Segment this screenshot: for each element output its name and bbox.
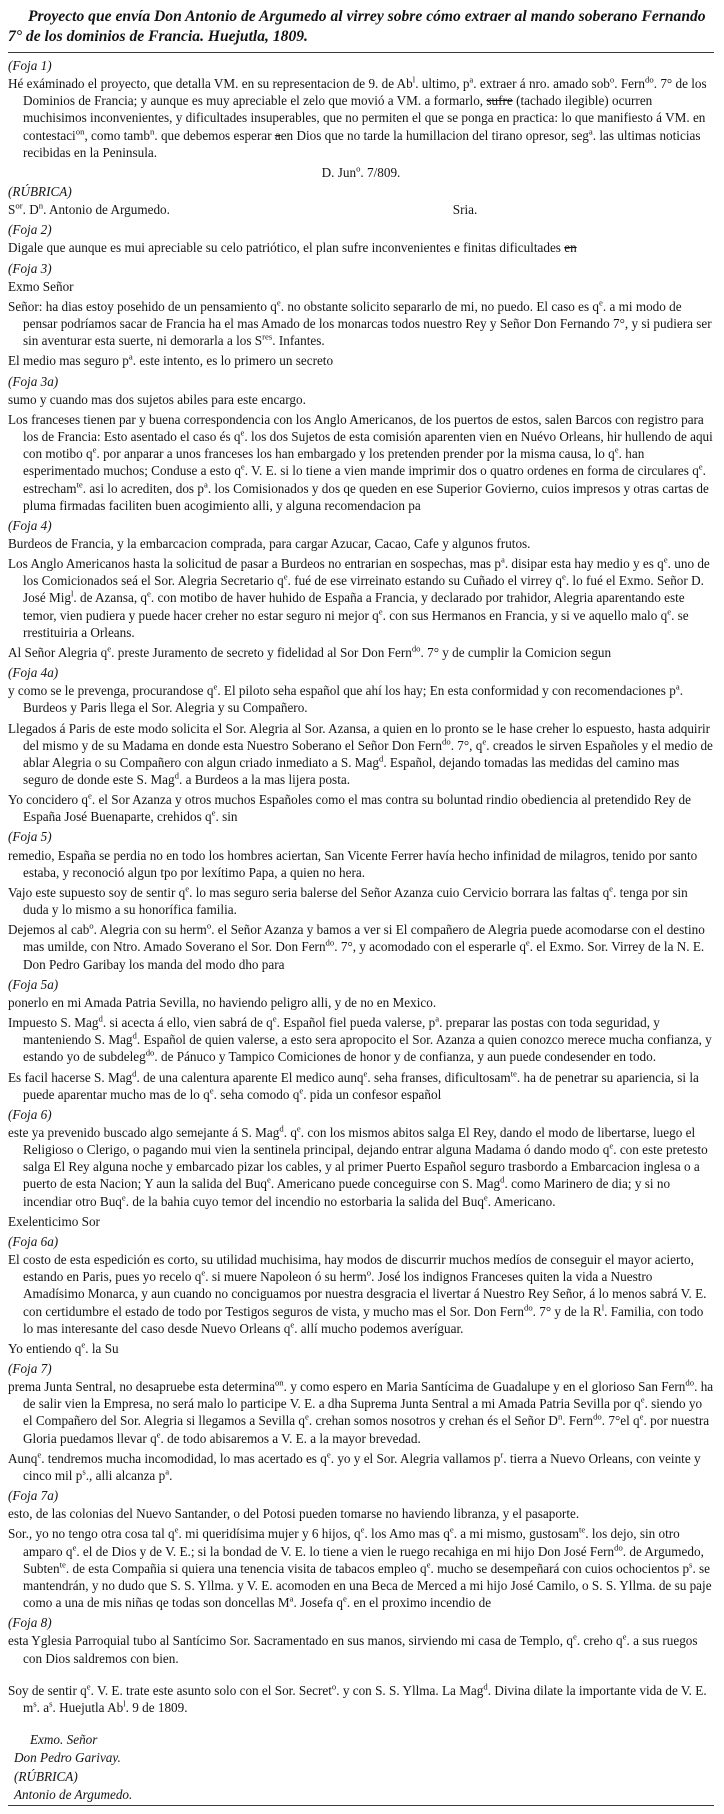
body-paragraph: prema Junta Sentral, no desapruebe esta determina$^{on}$. y como espero en Maria Santícima de Guadalupe y en el glorioso San Fern$^{do}$. ha de salir vien la Empresa, no será malo lo participe V. E. a dha Suprema Junta Sentral a mi Amada Patria Sevilla por $q^e$. siendo yo el Compañero del Sor. Alegria si llegamos a Sevilla $q^e$. crehan somos nosotros y crehan és el Señor $D^n$. Fern$^{do}$. 7°el $q^e$. por nuestra Gloria puedamos llevar $q^e$. de todo abisaremos a V. E. a la mayor brevedad. bbox=[8, 1377, 714, 1446]
closing-line: Don Pedro Garivay. bbox=[14, 1750, 121, 1766]
folio-label: (Foja 3a) bbox=[8, 373, 59, 389]
body-paragraph: este ya prevenido buscado algo semejante á S. Mag$^d$. $q^e$. con los mismos abitos salga El Rey, dando el modo de libertarse, luego el Religioso o Clerigo, o pagando mui vien la sentinela principal, dejando entrar alguna Madama ó dando modo $q^e$. con este pretesto salga El Rey alguna noche y embarcado pizar los cables, y al primer Puerto Español seguro trasbordo a Embarcacion inglesa o a puerto de esta Nacion; Y aun la salida del Buq$^e$. Americano puede conceguirse con S. Mag$^d$. como Marinero de dia; y si no incendiar otro Buq$^e$. de la bahia cuyo temor del incendio no estorbaria la salida del Buq$^e$. Americano. bbox=[8, 1123, 708, 1209]
folio-label: (Foja 8) bbox=[8, 1615, 52, 1631]
body-paragraph: Yo concidero $q^e$. el Sor Azanza y otros muchos Españoles como el mas contra su boluntad rindio obediencia al pretendido Rey de España José Buenaparte, crehidos $q^e$. sin bbox=[8, 790, 692, 825]
closing-line: (RÚBRICA) bbox=[14, 1768, 78, 1784]
body-paragraph: Hé exáminado el proyecto, que detalla VM. en su representacion de 9. de Ab$^l$. ultimo, $p^a$. extraer á nro. amado sob$^o$. Fern$^{do}$. 7° de los Dominios de Francia; y aunque es muy apreciable el zelo que movió a VM. a formarlo, sufre (tachado ilegible) ocurren muchisimos inconvenientes, y dificultades insuperables, que no permiten el que se ponga en practica: lo que manifiesto á VM. en contestaci$^{on}$, como tamb$^n$. que debemos esperar aen Dios que no tarde la humillacion del tirano opresor, seg$^a$. las ultimas noticias recibidas en la Peninsula. bbox=[8, 74, 707, 160]
body-paragraph: Llegados á Paris de este modo solicita el Sor. Alegria al Sor. Azansa, a quien en lo pronto se le hase creher lo espuesto, hasta adquirir del mismo y de su Madama en donde esta Nuestro Soberano el Señor Don Fern$^{do}$. 7°, $q^e$. creados le sirven Españoles y el medio de ablar Alegria o su Compañero con algun criado inmediato a S. Mag$^d$. Español, dejando tomadas las medidas del camino mas seguro de donde este S. Mag$^d$. a Burdeos a la mas lijera posta. bbox=[8, 720, 713, 787]
folio-label: (Foja 6a) bbox=[8, 1233, 59, 1249]
secretaria-label: Sria. bbox=[452, 202, 478, 218]
folio-label: (Foja 4) bbox=[8, 517, 52, 533]
body-paragraph: Impuesto S. Mag$^d$. si acecta á ello, vien sabrá de $q^e$. Español fiel pueda valerse, $p^a$. preparar las postas con toda seguridad, y manteniendo S. Mag$^d$. Español de quien valerse, a esto sera apropocito el Sor. Azanza a quien conozco merece mucha confianza, y estando yo de subdeleg$^{do}$. de Pánuco y Tampico Comiciones de honor y de confianza, y aun puede condesender en todo. bbox=[8, 1013, 712, 1065]
body-paragraph: Aunq$^e$. tendremos mucha incomodidad, lo mas acertado es $q^e$. yo y el Sor. Alegria vallamos $p^r$. tierra a Nuevo Orleans, con veinte y cinco mil $p^s$., alli alcanza $p^a$. bbox=[8, 1449, 701, 1483]
body-paragraph: remedio, España se perdia no en todo los hombres aciertan, San Vicente Ferrer havía hecho infinidad de milagros, tenido por santo estaba, y reconoció algun tpo por lexítimo Papa, a quien no hera. bbox=[8, 847, 698, 880]
folio-label: (Foja 7a) bbox=[8, 1488, 59, 1504]
bottom-rule bbox=[8, 1805, 714, 1806]
closing-line: Exmo. Señor bbox=[30, 1731, 98, 1747]
folio-label: (RÚBRICA) bbox=[8, 184, 72, 199]
body-paragraph: Señor: ha dias estoy posehido de un pensamiento $q^e$. no obstante solicito separarlo de mi, no puedo. El caso es $q^e$. a mi modo de pensar podríamos sacar de Francia ha el mas Amado de los monarcas todos nuestro Rey y Señor Don Fernando 7°, y si pudiera ser sin aventurar esta suerte, ni demorarla a los $S^{res}$. Infantes. bbox=[8, 297, 712, 349]
body-paragraph: y como se le prevenga, procurandose $q^e$. El piloto seha español que ahí los hay; En esta conformidad y con recomendaciones $p^a$. Burdeos y Paris llega el Sor. Alegria y su Compañero. bbox=[8, 681, 683, 716]
folio-label: (Foja 2) bbox=[8, 222, 52, 238]
body-paragraph: esto, de las colonias del Nuevo Santander, o del Potosi pueden tomarse no haviendo libranza, y el pasaporte. bbox=[8, 1506, 580, 1522]
folio-label: (Foja 6) bbox=[8, 1106, 52, 1122]
body-paragraph: esta Yglesia Parroquial tubo al Santícimo Sor. Sacramentado en sus manos, sirviendo mi casa de Templo, $q^e$. creho $q^e$. a sus ruegos con Dios saldremos con bien. bbox=[8, 1631, 698, 1666]
body-paragraph: Al Señor Alegria $q^e$. preste Juramento de secreto y fidelidad al Sor Don Fern$^{do}$. 7° y de cumplir la Comicion segun bbox=[8, 643, 612, 660]
body-paragraph: Es facil hacerse S. Mag$^d$. de una calentura aparente El medico aunq$^e$. seha franses, dificultosam$^{te}$. ha de penetrar su apariencia, si la puede aparentar mucho mas de lo $q^e$. seha comodo $q^e$. pida un confesor español bbox=[8, 1068, 699, 1102]
body-paragraph: Burdeos de Francia, y la embarcacion comprada, para cargar Azucar, Cacao, Cafe y algunos frutos. bbox=[8, 535, 531, 551]
folio-label: (Foja 4a) bbox=[8, 665, 59, 681]
folio-label: (Foja 3) bbox=[8, 260, 52, 276]
signature-row bbox=[8, 201, 714, 218]
body-paragraph: Yo entiendo $q^e$. la Su bbox=[8, 1339, 119, 1356]
body-paragraph: Los Anglo Americanos hasta la solicitud de pasar a Burdeos no entrarian en sospechas, mas $p^a$. disipar esta hay medio y es $q^e$. uno de los Comicionados seá el Sor. Alegria Secretario $q^e$. fué de ese virreinato estando su Cuñado el virrey $q^e$. lo fué el Exmo. Señor D. José Mig$^l$. de Azansa, $q^e$. con motibo de haver huhido de España a Francia, y declarado por trahidor, Alegria aparentando este temor, vien pudiera y puede hacer creher no estar seguro ni mejor $q^e$. con sus Hermanos en Francia, y si ve aquello malo $q^e$. se rrestituiria a Orleans. bbox=[8, 554, 710, 640]
document-body bbox=[8, 56, 714, 1805]
body-paragraph: El medio mas seguro $p^a$. este intento, es lo primero un secreto bbox=[8, 352, 334, 369]
body-paragraph: Dejemos al cab$^o$. Alegria con su herm$^o$. el Señor Azanza y bamos a ver si El compañero de Alegria puede acomodarse con el destino mas umilde, con Ntro. Amado Soverano el Sor. Don Fern$^{do}$. 7°, y acomodado con el esperarle $q^e$. el Exmo. Sor. Virrey de la N. E. Don Pedro Garibay los manda del modo dho para bbox=[8, 920, 705, 972]
body-paragraph: Sor., yo no tengo otra cosa tal $q^e$. mi queridísima mujer y 6 hijos, $q^e$. los Amo mas $q^e$. a mi mismo, gustosam$^{te}$. los dejo, sin otro amparo $q^e$. el de Dios y de V. E.; si la bondad de V. E. lo tiene a vien le ruego recahiga en mi hijo Don José Fern$^{do}$. de Argumedo, Subten$^{te}$. de esta Compañia si quiera una tenencia visita de tabacos empleo $q^e$. mucho se desempeñará con cuios ochocientos $p^s$. se mantendrán, y no dudo que S. S. Yllma. y V. E. acomoden en una Beca de Merced a mi hijo José Camilo, o S. S. Yllma. de su paje como a una de mis niñas qe todas son doncellas $M^a$. Josefa $q^e$. en el proximo incendio de bbox=[8, 1525, 712, 1611]
folio-label: (Foja 7) bbox=[8, 1361, 52, 1376]
body-paragraph: Los franceses tienen par y buena correspondencia con los Anglo Americanos, de los puertos de estos, salen Barcos con registro para los de Francia: Esto asentado el caso és $q^e$. los dos Sujetos de esta comisión aparenten vien en Nuévo Orleans, hir hullendo de aqui con motibo $q^e$. por anparar a unos franceses los han embargado y los pretenden prender por la misma causa, lo $q^e$. han esperimentado muchos; Conduse a esto $q^e$. V. E. si lo tiene a vien mande imprimir dos o quatro ordenes en forma de circulares $q^e$. estrecham$^{te}$. asi lo acrediten, dos $p^a$. los Comisionados y dos qe queden en ese Superior Govierno, cuios impresos y otras cartas de pluma firmadas faciliten buen acogimiento alli, y alguna recomendacion pa bbox=[8, 411, 713, 513]
signature-name: $S^{or}$. $D^n$. Antonio de Argumedo. bbox=[8, 200, 170, 218]
body-paragraph: Exelenticimo Sor bbox=[8, 1213, 100, 1229]
date-line: D. Jun$^o$. 7/809. bbox=[321, 163, 401, 180]
body-paragraph: Digale que aunque es mui apreciable su celo patriótico, el plan sufre inconvenientes e finitas dificultades en bbox=[8, 240, 577, 256]
folio-label: (Foja 5a) bbox=[8, 976, 59, 992]
document-title: Proyecto que envía Don Antonio de Argumedo al virrey sobre cómo extraer al mando soberano Fernando 7° de los dominios de Francia. Huejutla, 1809. bbox=[8, 7, 714, 53]
closing-line: Antonio de Argumedo. bbox=[14, 1787, 133, 1803]
body-paragraph: Soy de sentir $q^e$. V. E. trate este asunto solo con el Sor. Secret$^o$. y con S. S. Yllma. La Mag$^d$. Divina dilate la importante vida de V. E. $m^s$. $a^s$. Huejutla Ab$^l$. 9 de 1809. bbox=[8, 1681, 707, 1715]
body-paragraph: El costo de esta espedición es corto, su utilidad muchisima, hay modos de discurrir muchos medíos de conseguir el mayor acierto, estando en Paris, pues yo recelo $q^e$. si muere Napoleon ó su herm$^o$. José los indignos Franceses quiten la vida a Nuestro Amadísimo Monarca, y aun cuando no conciguamos por nuestra desgracia el livertar á Nuestro Rey Señor, á lo menos sabrá V. E. con certidumbre el estado de todo por Testigos seguros de vista, y mucho mas el Sor. Don Fern$^{do}$. 7° y de la $R^l$. Familia, con todo lo mas interesante del caso desde Nuevo Orleans $q^e$. allí mucho podemos averíguar. bbox=[8, 1252, 707, 1336]
body-paragraph: Exmo Señor bbox=[8, 278, 74, 294]
body-paragraph: ponerlo en mi Amada Patria Sevilla, no haviendo peligro alli, y de no en Mexico. bbox=[8, 994, 437, 1010]
body-paragraph: Vajo este supuesto soy de sentir $q^e$. lo mas seguro seria balerse del Señor Azanza cuio Cervicio borrara las faltas $q^e$. tenga por sin duda y lo mismo a su honorífica familia. bbox=[8, 883, 688, 918]
folio-label: (Foja 1) bbox=[8, 57, 52, 73]
body-paragraph: sumo y cuando mas dos sujetos abiles para este encargo. bbox=[8, 391, 306, 407]
folio-label: (Foja 5) bbox=[8, 829, 52, 845]
